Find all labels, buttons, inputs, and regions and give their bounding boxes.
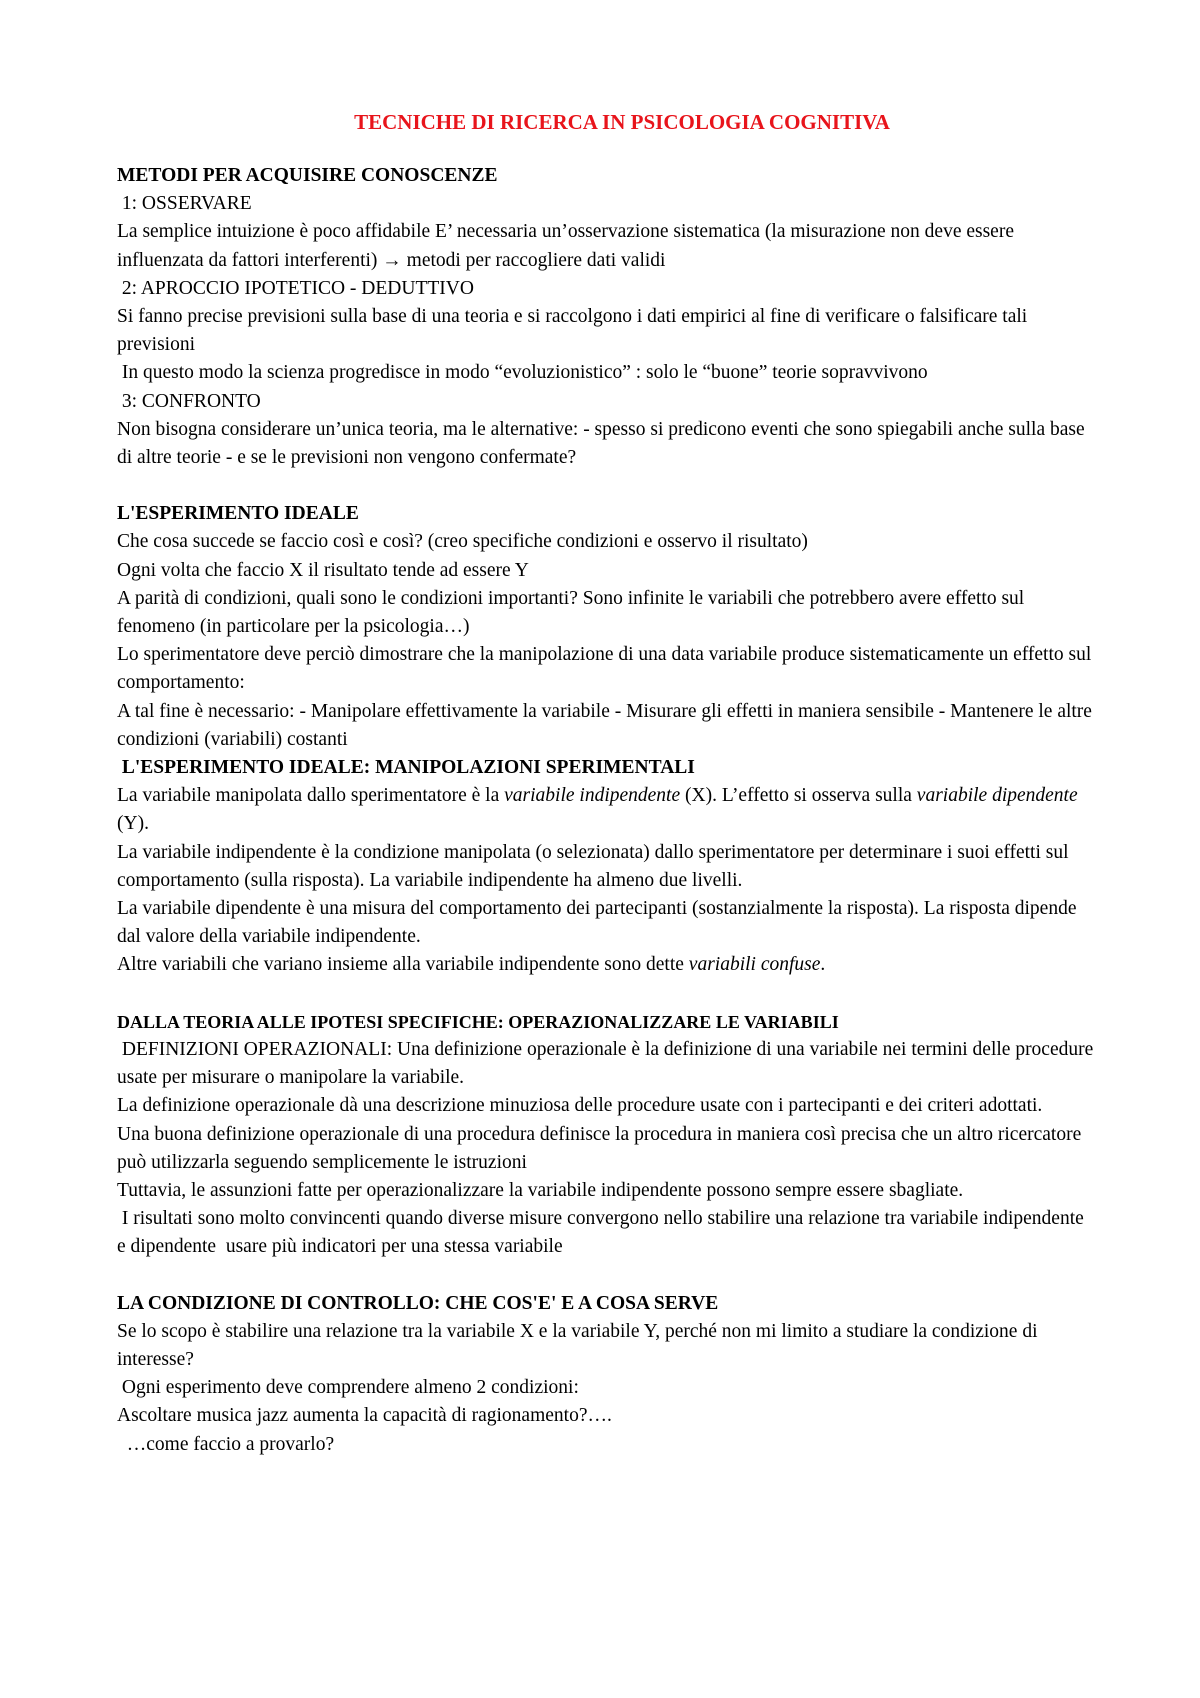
- paragraph: DEFINIZIONI OPERAZIONALI: Una definizione operazionale è la definizione di una variabile nei termini delle procedure usate per misurare o manipolare la variabile.: [117, 1038, 1099, 1089]
- paragraph: A tal fine è necessario: - Manipolare effettivamente la variabile - Misurare gli effetti in maniera sensibile - Mantenere le altre condizioni (variabili) costanti: [117, 700, 1092, 750]
- paragraph: In questo modo la scienza progredisce in modo “evoluzionistico” : solo le “buone” teorie sopravvivono: [117, 362, 928, 384]
- paragraph: I risultati sono molto convincenti quando diverse misure convergono nello stabilire una relazione tra variabile indipendente e dipendente usare più indicatori per una stessa variabile: [117, 1208, 1089, 1258]
- spacer: [117, 980, 1097, 1008]
- section-condizione-controllo: [117, 1290, 1097, 1459]
- italic-term: variabile indipendente: [504, 785, 681, 807]
- paragraph: Lo sperimentatore deve perciò dimostrare che la manipolazione di una data variabile produce sistematicamente un effetto sul comportamento:: [117, 644, 1092, 694]
- paragraph: [117, 951, 1097, 979]
- italic-term: variabili confuse: [688, 954, 821, 976]
- paragraph: …come faccio a provarlo?: [117, 1433, 335, 1455]
- text-run: (Y).: [117, 813, 149, 835]
- section-metodi: [117, 162, 1097, 472]
- paragraph: Non bisogna considerare un’unica teoria, ma le alternative: - spesso si predicono eventi che sono spiegabili anche sulla base di altre teorie - e se le previsioni non vengono confermate?: [117, 418, 1085, 469]
- paragraph: La variabile dipendente è una misura del comportamento dei partecipanti (sostanzialmente la risposta). La risposta dipende dal valore della variabile indipendente.: [117, 898, 1077, 948]
- paragraph: [117, 782, 1097, 838]
- text-run: (X). L’effetto si osserva sulla: [680, 785, 917, 807]
- paragraph: Una buona definizione operazionale di una procedura definisce la procedura in maniera così precisa che un altro ricercatore può utilizzarla seguendo semplicemente le istruzioni: [117, 1123, 1082, 1173]
- section-heading: L'ESPERIMENTO IDEALE: [117, 503, 359, 525]
- italic-term: variabile dipendente: [916, 785, 1078, 807]
- section-heading: METODI PER ACQUISIRE CONOSCENZE: [117, 165, 498, 186]
- section-heading: L'ESPERIMENTO IDEALE: MANIPOLAZIONI SPERIMENTALI: [117, 757, 695, 779]
- paragraph: Che cosa succede se faccio così e così? (creo specifiche condizioni e osservo il risultato): [117, 531, 808, 553]
- spacer: [117, 472, 1097, 500]
- section-heading: DALLA TEORIA ALLE IPOTESI SPECIFICHE: OPERAZIONALIZZARE LE VARIABILI: [117, 1011, 839, 1032]
- paragraph: 3: CONFRONTO: [117, 390, 261, 412]
- text-run: Altre variabili che variano insieme alla variabile indipendente sono dette: [117, 954, 689, 976]
- paragraph: Ogni esperimento deve comprendere almeno 2 condizioni:: [117, 1377, 579, 1399]
- text-run: La variabile manipolata dallo sperimentatore è la: [117, 785, 505, 807]
- paragraph: 2: APROCCIO IPOTETICO - DEDUTTIVO: [117, 277, 474, 299]
- text-run: .: [820, 954, 826, 976]
- section-operazionalizzare: [117, 1008, 1097, 1262]
- document-title: TECNICHE DI RICERCA IN PSICOLOGIA COGNITIVA: [354, 110, 890, 134]
- paragraph: La semplice intuizione è poco affidabile E’ necessaria un’osservazione sistematica (la misurazione non deve essere influenzata da fattori interferenti) → metodi per raccogliere dati validi: [117, 221, 1014, 271]
- paragraph: La variabile indipendente è la condizione manipolata (o selezionata) dallo sperimentatore per determinare i suoi effetti sul comportamento (sulla risposta). La variabile indipendente ha almeno due livelli.: [117, 841, 1069, 891]
- paragraph: Se lo scopo è stabilire una relazione tra la variabile X e la variabile Y, perché non mi limito a studiare la condizione di interesse?: [117, 1320, 1038, 1370]
- paragraph: 1: OSSERVARE: [117, 193, 252, 215]
- paragraph: Ogni volta che faccio X il risultato tende ad essere Y: [117, 559, 529, 581]
- paragraph: Tuttavia, le assunzioni fatte per operazionalizzare la variabile indipendente possono sempre essere sbagliate.: [117, 1179, 964, 1201]
- section-manipolazioni: [117, 754, 1097, 980]
- paragraph: La definizione operazionale dà una descrizione minuziosa delle procedure usate con i partecipanti e dei criteri adottati.: [117, 1095, 1043, 1117]
- paragraph: Ascoltare musica jazz aumenta la capacità di ragionamento?….: [117, 1405, 612, 1427]
- paragraph: A parità di condizioni, quali sono le condizioni importanti? Sono infinite le variabili che potrebbero avere effetto sul fenomeno (in particolare per la psicologia…): [117, 587, 1025, 638]
- spacer: [117, 1262, 1097, 1290]
- paragraph: Si fanno precise previsioni sulla base di una teoria e si raccolgono i dati empirici al fine di verificare o falsificare tali previsioni: [117, 306, 1028, 356]
- section-heading: LA CONDIZIONE DI CONTROLLO: CHE COS'E' E A COSA SERVE: [117, 1292, 719, 1314]
- document-page: [117, 108, 1097, 1459]
- section-esperimento-ideale: [117, 500, 1097, 754]
